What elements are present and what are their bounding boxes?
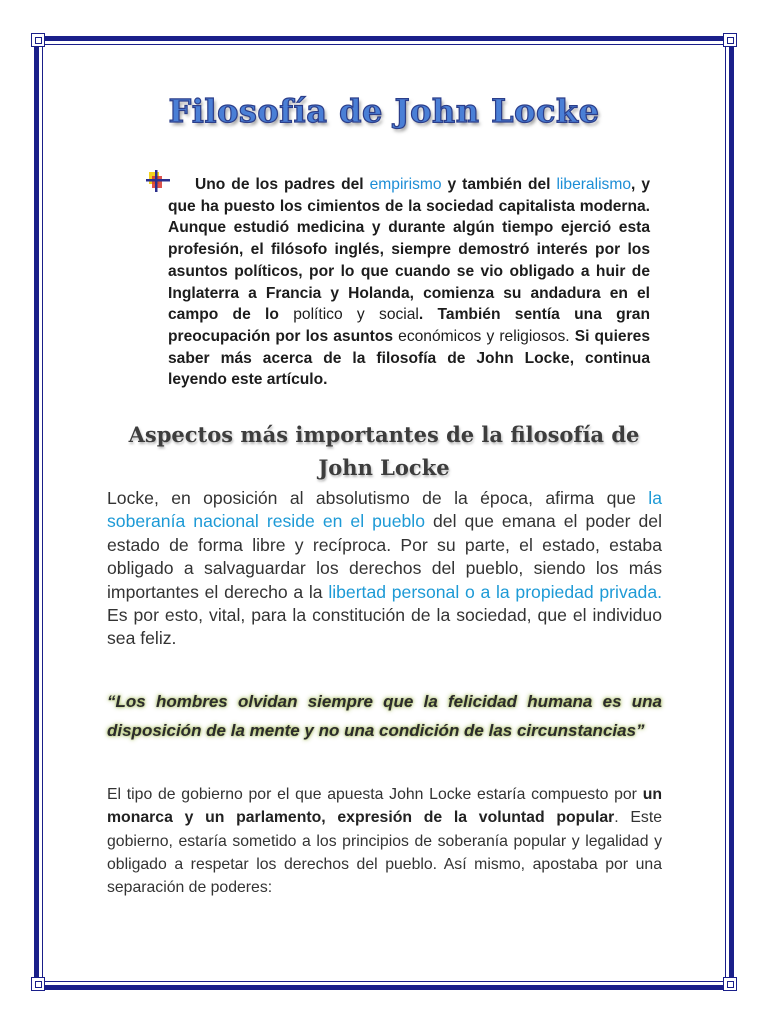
quote-block: “Los hombres olvidan siempre que la felicidad humana es una disposición de la mente y no una condición de las circunstancias” [107,692,662,740]
section-heading: Aspectos más importantes de la filosofía de John Locke [128,422,640,480]
border-corner-bottom-left [31,977,45,991]
intro-normal-2: económicos y religiosos. [398,327,570,345]
intro-text-1: Uno de los padres del [195,176,370,193]
para1-text-3: Es por esto, vital, para la constitución de la sociedad, que el individuo sea feliz. [107,605,662,649]
intro-text-2: y también del [441,176,557,193]
intro-text-3: , y que ha puesto los cimientos de la sociedad capitalista moderna. Aunque estudió medicina y durante algún tiempo ejerció esta profesión, el filósofo inglés, siempre demostró interés por los asuntos políticos, por lo que cuando se vio obligado a huir de Inglaterra a Francia y Holanda, comienza su andadura en el campo de lo [168,176,650,324]
para2-text-1: El tipo de gobierno por el que apuesta John Locke estaría compuesto por [107,786,643,803]
intro-text-5: Si quieres saber más acerca de la filosofía de John Locke, continua leyendo este artículo. [168,327,651,389]
border-corner-top-left [31,33,45,47]
para1-text-2: del que emana el poder del estado de forma libre y recíproca. Por su parte, el estado, estaba obligado a salvaguardar los derechos del pueblo, siendo los más importantes el derecho a la [107,511,662,602]
para1-text-1: Locke, en oposición al absolutismo de la época, afirma que [107,488,649,508]
para2-text-2: . Este gobierno, estaría sometido a los principios de soberanía popular y legalidad y obligado a respetar los derechos del pueblo. Así mismo, apostaba por una separación de poderes: [107,809,662,897]
paragraph-gobierno [107,783,662,899]
link-libertad-personal[interactable]: libertad personal o a la propiedad privada. [328,581,662,602]
paragraph-soberania [107,487,662,651]
bullet-cross-icon [146,170,170,192]
para2-bold: un monarca y un parlamento, expresión de la voluntad popular [107,786,662,827]
intro-paragraph [168,174,650,391]
intro-text-4: . También sentía una gran preocupación por los asuntos [168,306,650,345]
link-soberania-nacional[interactable]: la soberanía nacional reside en el pueblo [107,488,662,532]
link-liberalismo[interactable]: liberalismo [556,176,631,193]
border-corner-top-right [723,33,737,47]
link-empirismo[interactable]: empirismo [369,176,442,193]
border-corner-bottom-right [723,977,737,991]
page-title: Filosofía de John Locke [168,92,600,130]
intro-normal-1: político y social [293,306,419,324]
